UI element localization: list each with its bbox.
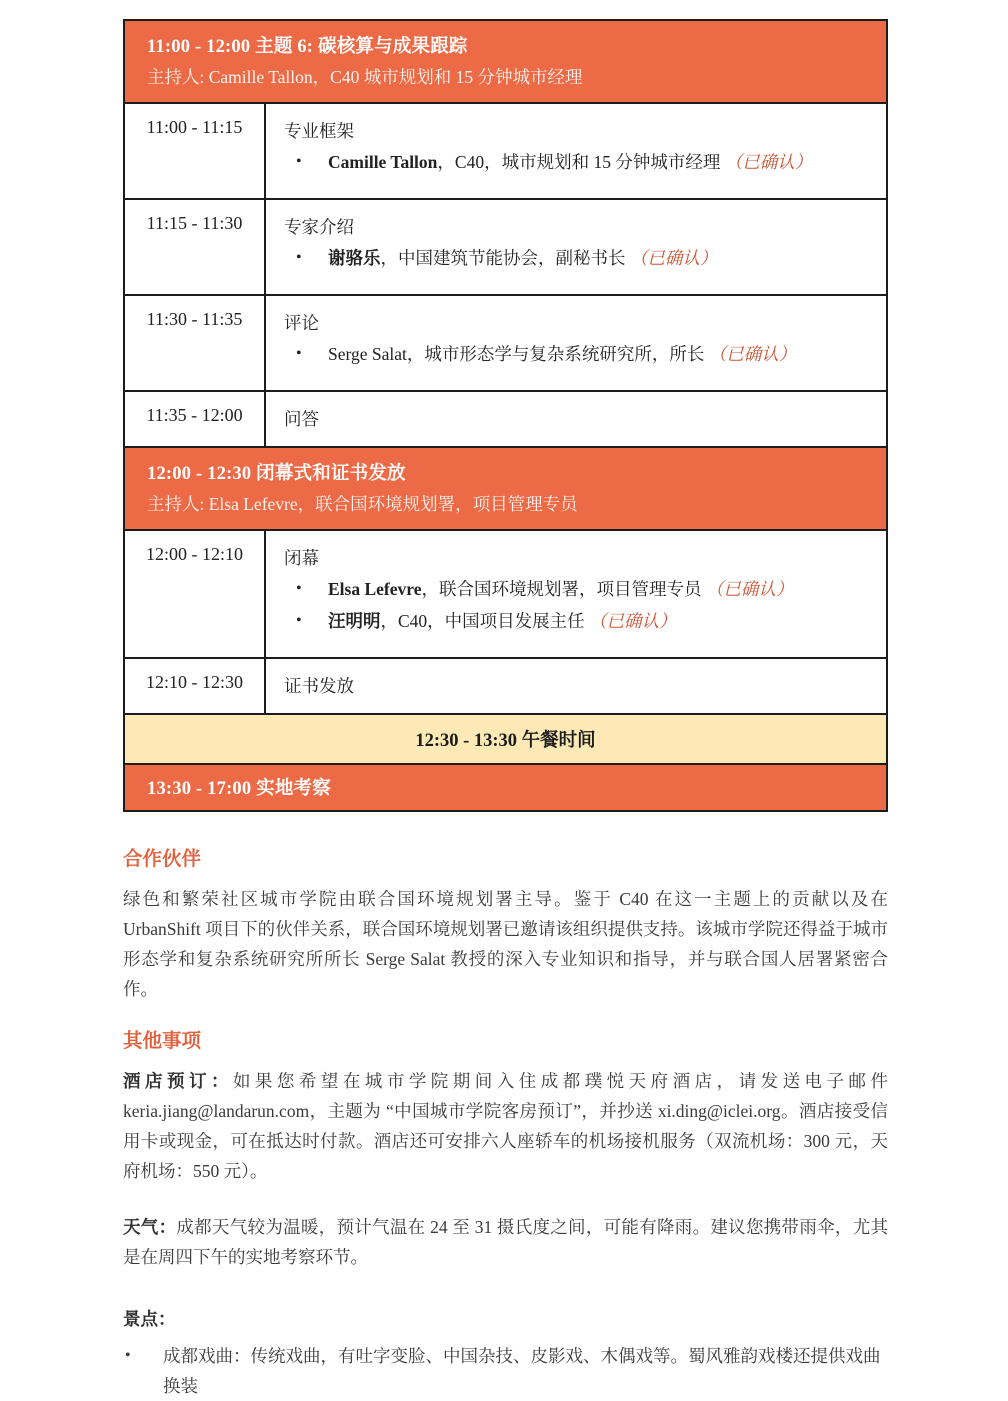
hotel-body: 如果您希望在城市学院期间入住成都璞悦天府酒店，请发送电子邮件 keria.jiang@landarun.com，主题为 “中国城市学院客房预订”，并抄送 xi.ding@iclei.org。酒店接受信用卡或现金，可在抵达时付款。酒店还可安排六人座轿车的机场接机服务（双流机场：300 元，天府机场：550 元）。 <box>123 1071 889 1181</box>
lunch-row: 12:30 - 13:30 午餐时间 <box>125 715 886 765</box>
attraction-item <box>123 1341 888 1401</box>
bullet-item <box>284 242 874 274</box>
partners-paragraph: 绿色和繁荣社区城市学院由联合国环境规划署主导。鉴于 C40 在这一主题上的贡献以及在 UrbanShift 项目下的伙伴关系，联合国环境规划署已邀请该组织提供支持。该城市学院还得益于城市形态学和复杂系统研究所所长 Serge Salat 教授的深入专业知识和指导，并与联合国人居署紧密合作。 <box>123 889 888 999</box>
bullet-icon: • <box>296 612 302 629</box>
time-cell: 11:15 - 11:30 <box>125 200 266 294</box>
speaker-line <box>328 242 717 274</box>
content-cell <box>266 392 886 446</box>
speaker-role: ，中国建筑节能协会，副秘书长 <box>380 248 630 268</box>
time-cell: 11:35 - 12:00 <box>125 392 266 446</box>
session-header-topic6 <box>125 21 886 104</box>
confirm-badge: （已确认） <box>589 611 677 631</box>
content-cell <box>266 104 886 198</box>
content-cell <box>266 296 886 390</box>
bullet-icon: • <box>296 345 302 362</box>
time-cell: 11:00 - 11:15 <box>125 104 266 198</box>
row-title: 证书发放 <box>284 676 354 696</box>
speaker-name: Camille Tallon <box>328 152 438 172</box>
confirm-badge: （已确认） <box>724 152 813 172</box>
table-row <box>125 200 886 296</box>
content-cell <box>266 200 886 294</box>
hotel-label: 酒店预订： <box>123 1071 233 1091</box>
other-matters-heading: 其他事项 <box>123 1031 202 1052</box>
partners-heading: 合作伙伴 <box>123 849 202 870</box>
content-cell <box>266 659 886 713</box>
row-title: 问答 <box>284 409 319 429</box>
table-row <box>125 531 886 659</box>
session-moderator: 主持人: Camille Tallon，C40 城市规划和 15 分钟城市经理 <box>147 67 583 87</box>
confirm-badge: （已确认） <box>708 344 797 364</box>
table-row <box>125 296 886 392</box>
weather-body: 成都天气较为温暖，预计气温在 24 至 31 摄氏度之间，可能有降雨。建议您携带雨伞，尤其是在周四下午的实地考察环节。 <box>123 1217 889 1267</box>
field-trip-row: 13:30 - 17:00 实地考察 <box>125 765 886 810</box>
row-title: 评论 <box>284 313 319 333</box>
time-cell: 12:00 - 12:10 <box>125 531 266 657</box>
row-title: 专业框架 <box>284 121 354 141</box>
weather-paragraph <box>123 1212 888 1272</box>
bullet-item <box>284 573 874 605</box>
bullet-icon: • <box>296 153 302 170</box>
bullet-item <box>284 146 874 178</box>
speaker-line <box>328 338 796 370</box>
time-cell: 11:30 - 11:35 <box>125 296 266 390</box>
bullet-item <box>284 338 874 370</box>
speaker-name: Elsa Lefevre <box>328 579 422 599</box>
attractions-label: 景点： <box>123 1309 176 1329</box>
content-cell <box>266 531 886 657</box>
bullet-icon: • <box>125 1347 131 1364</box>
row-title: 专家介绍 <box>284 217 354 237</box>
session-header-closing <box>125 448 886 531</box>
bullet-item <box>284 605 874 637</box>
page-content <box>123 19 888 1401</box>
speaker-role: ，联合国环境规划署，项目管理专员 <box>421 579 706 599</box>
bullet-icon: • <box>296 580 302 597</box>
table-row <box>125 104 886 200</box>
weather-label: 天气： <box>123 1217 177 1237</box>
row-title: 闭幕 <box>284 548 319 568</box>
session-title: 12:00 - 12:30 闭幕式和证书发放 <box>147 464 406 484</box>
speaker-line <box>328 146 812 178</box>
speaker-role: ，C40，中国项目发展主任 <box>380 611 590 631</box>
table-row <box>125 392 886 448</box>
confirm-badge: （已确认） <box>629 248 718 268</box>
table-row <box>125 659 886 715</box>
speaker-role: ，C40，城市规划和 15 分钟城市经理 <box>437 152 725 172</box>
time-cell: 12:10 - 12:30 <box>125 659 266 713</box>
speaker-line <box>328 605 677 637</box>
hotel-paragraph <box>123 1066 888 1186</box>
session-title: 11:00 - 12:00 主题 6: 碳核算与成果跟踪 <box>147 37 468 57</box>
attraction-text: 成都戏曲：传统戏曲，有吐字变脸、中国杂技、皮影戏、木偶戏等。蜀风雅韵戏楼还提供戏曲换装 <box>163 1346 881 1396</box>
speaker-role: Serge Salat，城市形态学与复杂系统研究所，所长 <box>328 344 709 364</box>
bullet-icon: • <box>296 249 302 266</box>
speaker-line <box>328 573 793 605</box>
schedule-table <box>123 19 888 812</box>
speaker-name: 汪明明 <box>328 611 381 631</box>
speaker-name: 谢骆乐 <box>328 248 381 268</box>
confirm-badge: （已确认） <box>705 579 794 599</box>
session-moderator: 主持人: Elsa Lefevre，联合国环境规划署，项目管理专员 <box>147 494 578 514</box>
